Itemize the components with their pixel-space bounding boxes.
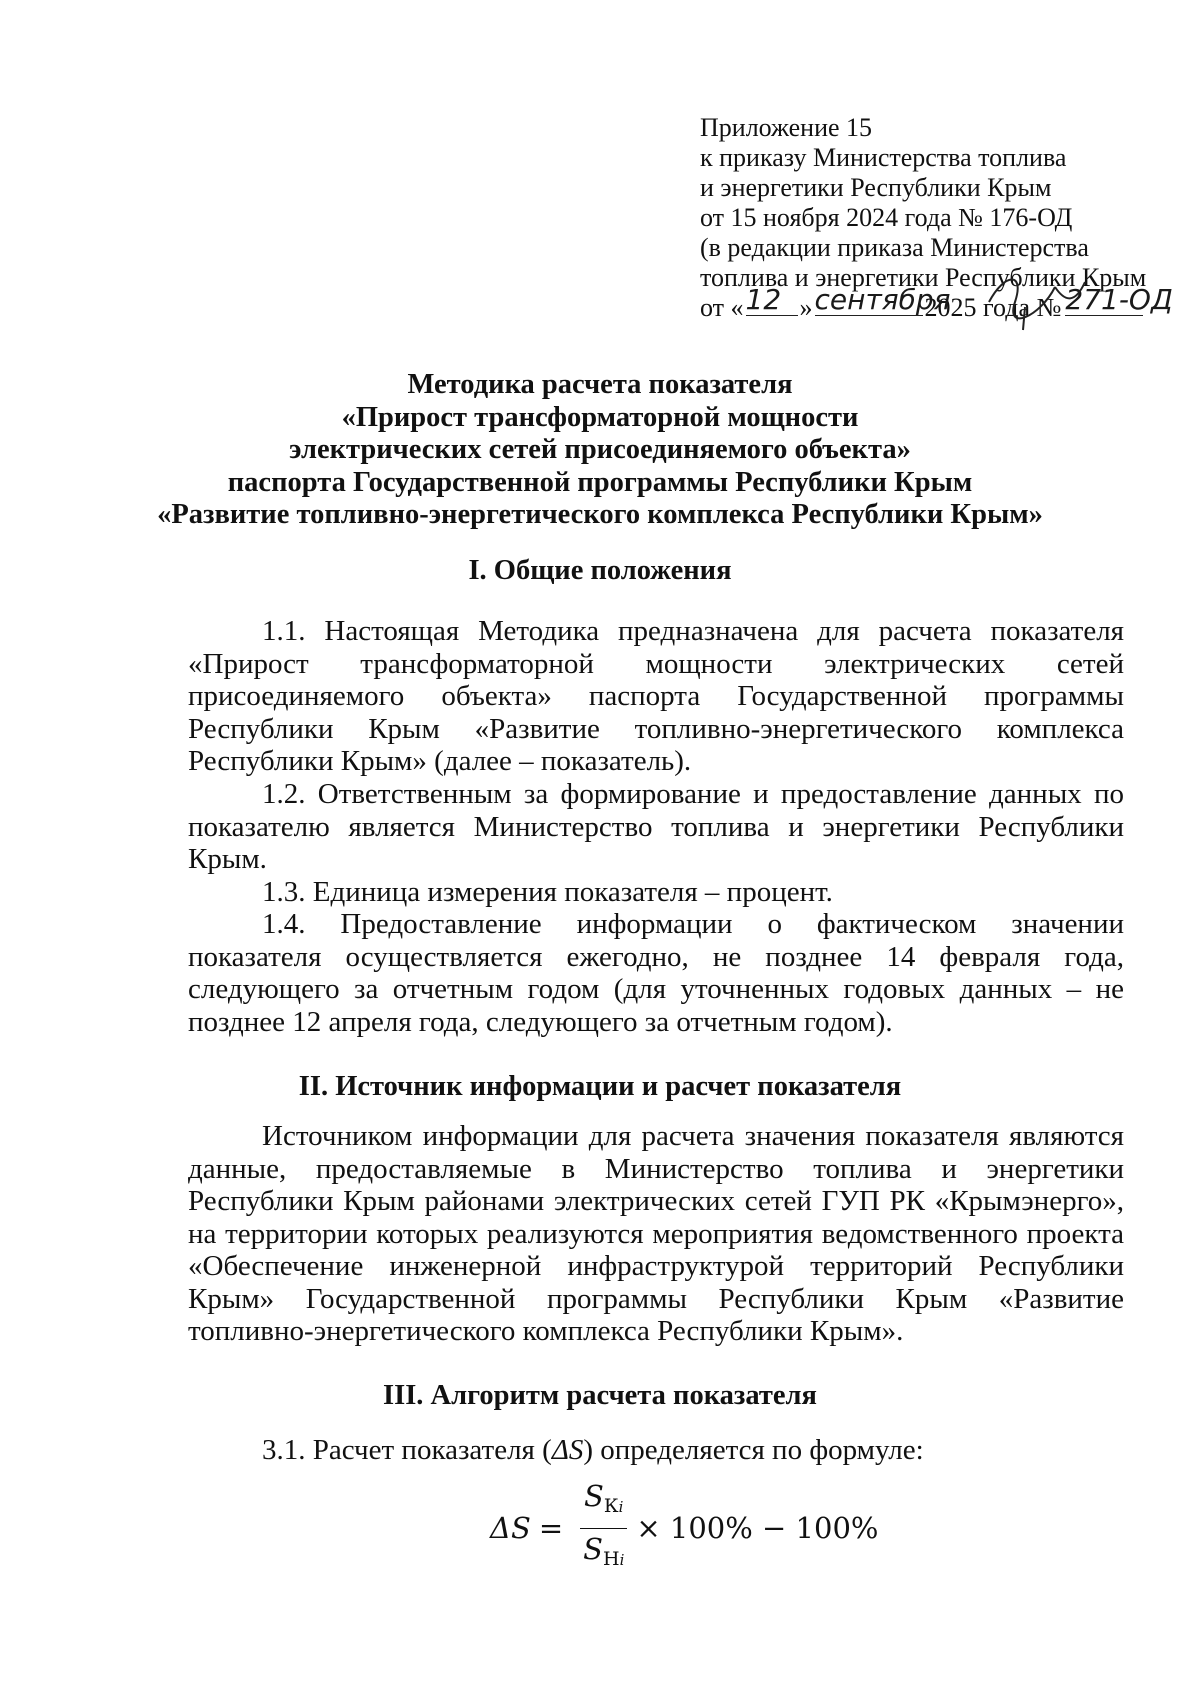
appendix-line: топлива и энергетики Республики Крым <box>700 263 1147 292</box>
document-title <box>150 369 1050 532</box>
handwritten-day: 12 <box>745 283 782 316</box>
handwritten-signature-icon <box>985 262 1105 332</box>
section-heading-source: II. Источник информации и расчет показателя <box>298 1071 902 1102</box>
month-blank <box>814 283 951 316</box>
paragraph-1-3: 1.3. Единица измерения показателя – процент. <box>262 876 833 908</box>
fraction-denominator <box>579 1529 628 1577</box>
delta-s-symbol: ΔS <box>551 1434 584 1466</box>
section-heading-algorithm: III. Алгоритм расчета показателя <box>383 1380 817 1411</box>
denominator-index: i <box>619 1550 625 1569</box>
paragraph-1-4: 1.4. Предоставление информации о фактическом значении показателя осуществляется ежегодно, не позднее 14 февраля года, следующего за отчетным годом (для уточненных годовых данных – не позднее 12 апреля года, следующего за отчетным годом). <box>188 908 1124 1038</box>
title-line: электрических сетей присоединяемого объекта» <box>289 434 911 465</box>
denominator-sub-letter: Н <box>603 1547 620 1570</box>
handwritten-number: 271-ОД <box>1065 283 1173 316</box>
numerator-var: S <box>584 1479 604 1513</box>
date-mid: » <box>799 293 813 322</box>
title-line: паспорта Государственной программы Республики Крым <box>227 466 973 498</box>
appendix-line: (в редакции приказа Министерства <box>700 233 1089 262</box>
p3-1-text-end: ) определяется по формуле: <box>583 1434 924 1466</box>
formula-fraction <box>579 1480 628 1576</box>
date-prefix: от « <box>700 293 744 322</box>
denominator-var: S <box>583 1531 603 1566</box>
handwritten-month: сентября <box>814 283 951 316</box>
p3-1-text: 3.1. Расчет показателя ( <box>262 1434 552 1466</box>
appendix-line: и энергетики Республики Крым <box>700 173 1052 202</box>
title-line: «Развитие топливно-энергетического комплекса Республики Крым» <box>157 499 1043 530</box>
title-line: «Прирост трансформаторной мощности <box>341 401 859 433</box>
section-heading-general: I. Общие положения <box>468 555 732 586</box>
numerator-index: i <box>618 1498 624 1516</box>
formula <box>490 1480 878 1576</box>
paragraph-3-1 <box>188 1434 1124 1467</box>
numerator-subscript <box>604 1495 624 1517</box>
formula-equals: = <box>538 1510 564 1545</box>
fraction-numerator <box>580 1480 627 1529</box>
date-suffix: 2025 года № <box>924 293 1062 322</box>
paragraph-1-1: 1.1. Настоящая Методика предназначена для расчета показателя «Прирост трансформаторной мощности электрических сетей присоединяемого объекта» паспорта Государственной программы Республики Крым «Развитие топливно-энергетического комплекса Республики Крым» (далее – показатель). <box>188 615 1124 777</box>
appendix-line: к приказу Министерства топлива <box>700 143 1067 172</box>
numerator-sub-letter: К <box>603 1495 619 1517</box>
paragraph-1-2: 1.2. Ответственным за формирование и предоставление данных по показателю является Министерство топлива и энергетики Республики Крым. <box>188 778 1124 875</box>
title-line: Методика расчета показателя <box>407 369 793 400</box>
formula-rhs: × 100% − 100% <box>636 1510 879 1545</box>
appendix-line: Приложение 15 <box>700 113 873 142</box>
paragraph-source: Источником информации для расчета значения показателя являются данные, предоставляемые в Министерство топлива и энергетики Республики Крым районами электрических сетей ГУП РК «Крымэнерго», на территории которых реализуются мероприятия ведомственного проекта «Обеспечение инженерной инфраструктурой территорий Республики Крым» Государственной программы Республики Крым «Развитие топливно-энергетического комплекса Республики Крым». <box>188 1120 1124 1347</box>
denominator-subscript <box>603 1548 624 1570</box>
formula-lhs: ΔS <box>490 1510 531 1545</box>
appendix-line: от 15 ноября 2024 года № 176-ОД <box>700 203 1073 232</box>
day-blank <box>745 283 798 316</box>
